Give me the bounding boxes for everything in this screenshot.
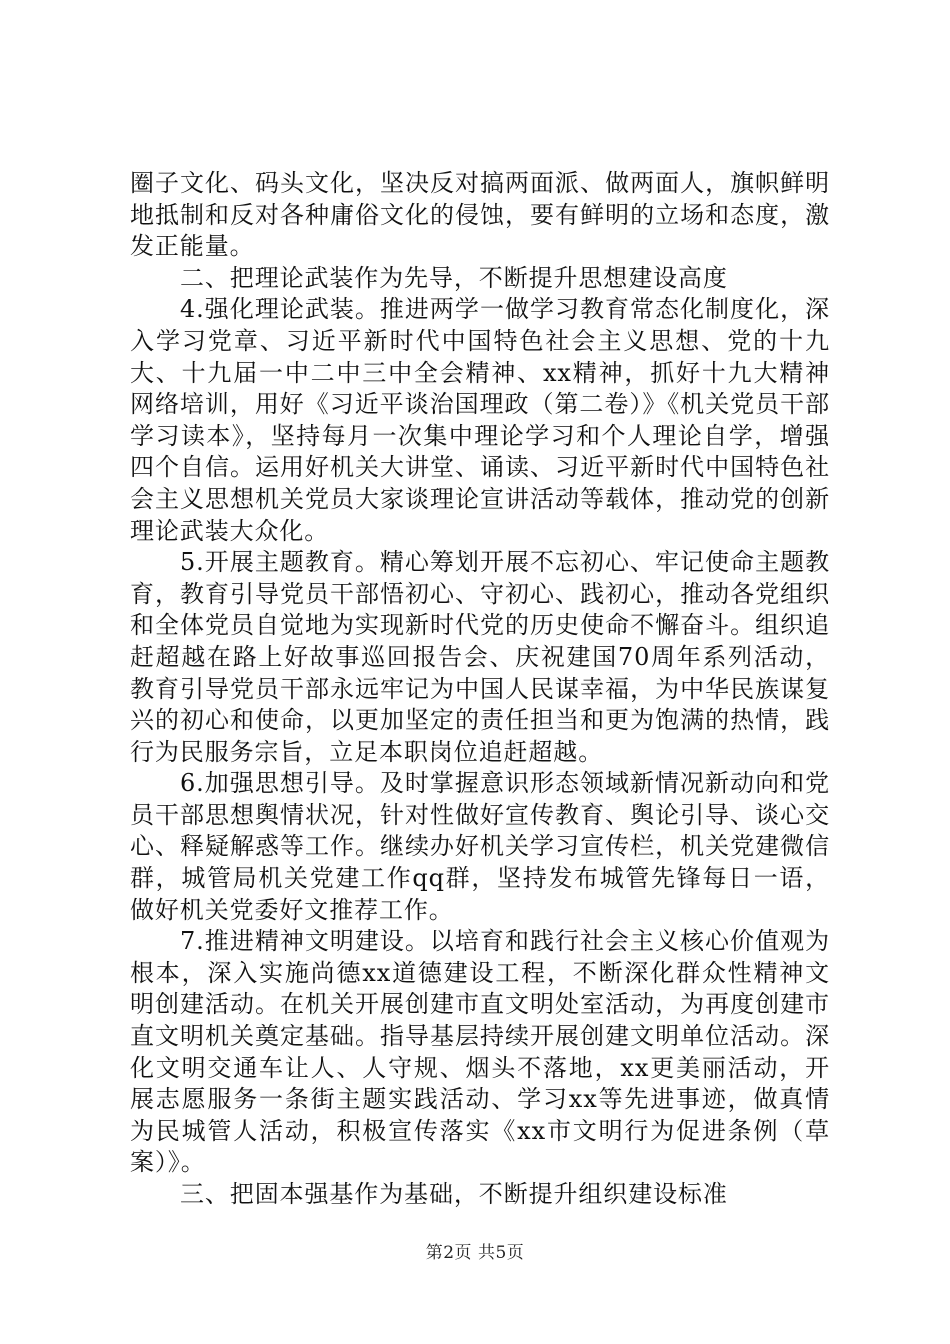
section-heading-two: 二、把理论武装作为先导，不断提升思想建设高度 [180,263,728,292]
paragraph-item-4: 4.强化理论武装。推进两学一做学习教育常态化制度化，深入学习党章、习近平新时代中国特色社会主义思想、党的十九大、十九届一中二中三中全会精神、xx精神，抓好十九大精神网络培训，用好《习近平谈治国理政（第二卷）》《机关党员干部学习读本》，坚持每月一次集中理论学习和个人理论自学，增强四个自信。运用好机关大讲堂、诵读、习近平新时代中国特色社会主义思想机关党员大家谈理论宣讲活动等载体，推动党的创新理论武装大众化。 [130,295,830,545]
paragraph-item-6: 6.加强思想引导。及时掌握意识形态领域新情况新动向和党员干部思想舆情状况，针对性做好宣传教育、舆论引导、谈心交心、释疑解惑等工作。继续办好机关学习宣传栏，机关党建微信群，城管局机关党建工作qq群，坚持发布城管先锋每日一语，做好机关党委好文推荐工作。 [130,769,830,924]
paragraph-item-7: 7.推进精神文明建设。以培育和践行社会主义核心价值观为根本，深入实施尚德xx道德建设工程，不断深化群众性精神文明创建活动。在机关开展创建市直文明处室活动，为再度创建市直文明机关奠定基础。指导基层持续开展创建文明单位活动。深化文明交通车让人、人守规、烟头不落地，xx更美丽活动，开展志愿服务一条街主题实践活动、学习xx等先进事迹，做真情为民城管人活动，积极宣传落实《xx市文明行为促进条例（草案）》。 [130,927,830,1177]
paragraph-item-5: 5.开展主题教育。精心筹划开展不忘初心、牢记使命主题教育，教育引导党员干部悟初心、守初心、践初心，推动各党组织和全体党员自觉地为实现新时代党的历史使命不懈奋斗。组织追赶超越在路上好故事巡回报告会、庆祝建国70周年系列活动，教育引导党员干部永远牢记为中国人民谋幸福，为中华民族谋复兴的初心和使命，以更加坚定的责任担当和更为饱满的热情，践行为民服务宗旨，立足本职岗位追赶超越。 [130,548,830,766]
paragraph-continuation: 圈子文化、码头文化，坚决反对搞两面派、做两面人，旗帜鲜明地抵制和反对各种庸俗文化的侵蚀，要有鲜明的立场和态度，激发正能量。 [130,169,830,261]
page-number-footer: 第2页 共5页 [425,1243,525,1263]
document-body [130,168,830,1211]
section-heading-three: 三、把固本强基作为基础，不断提升组织建设标准 [180,1180,728,1208]
